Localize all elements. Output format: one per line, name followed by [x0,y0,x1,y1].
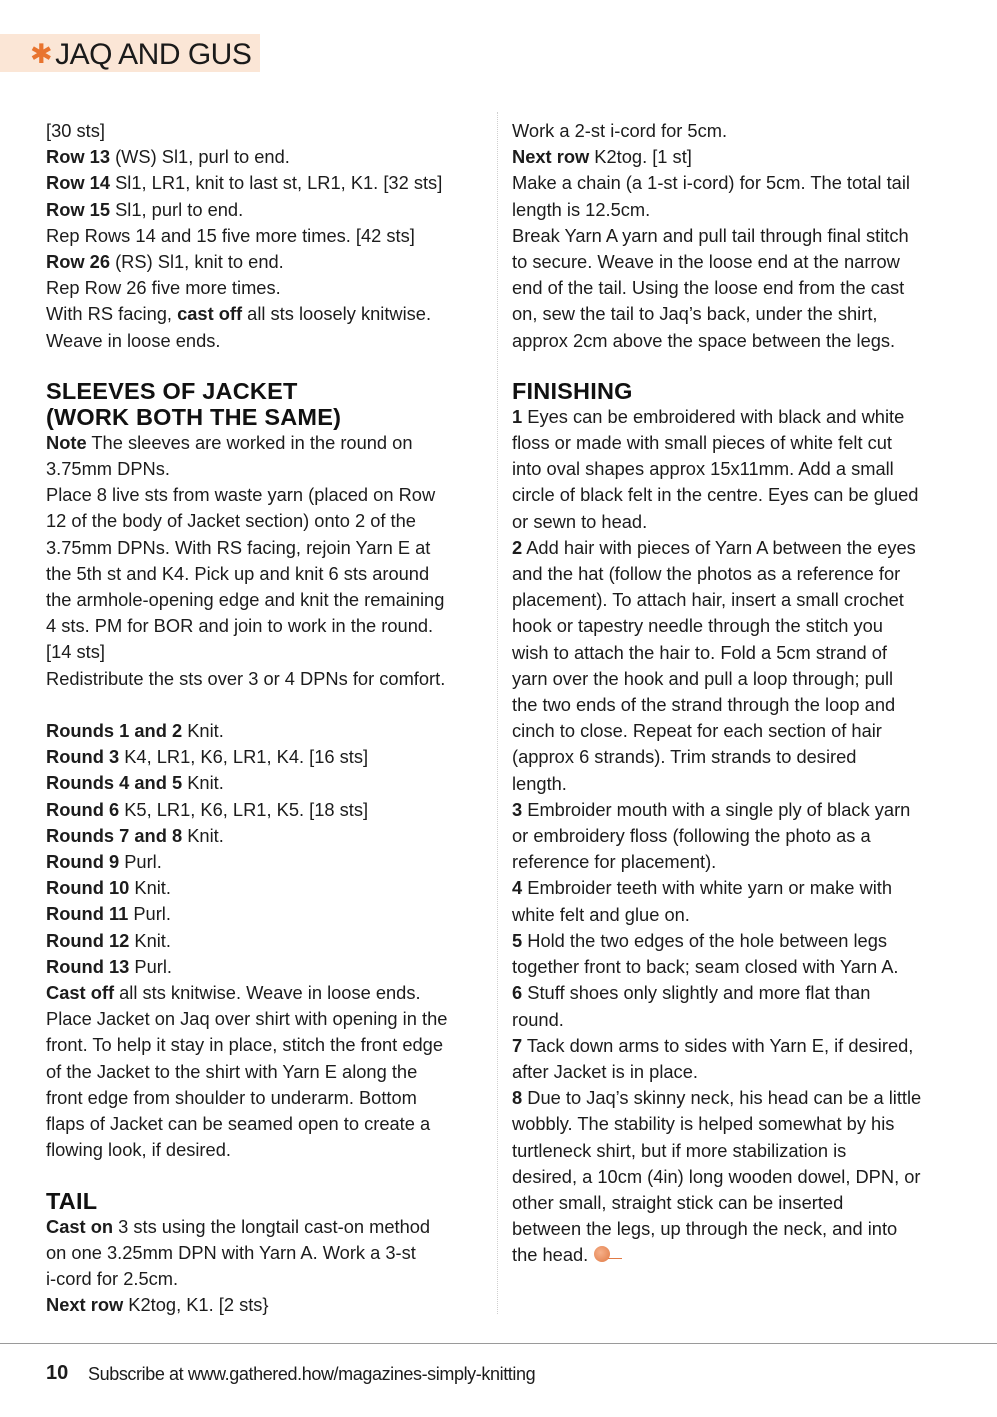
text-line: Next row K2tog, K1. [2 sts} [46,1294,269,1316]
right-column [512,118,962,1269]
text-line: Make a chain (a 1-st i-cord) for 5cm. The total tail [512,172,910,194]
text-line: turtleneck shirt, but if more stabilization is [512,1139,847,1161]
text-line: the armhole-opening edge and knit the remaining [46,589,445,611]
text-line: Row 14 Sl1, LR1, knit to last st, LR1, K1. [32 sts] [46,172,443,194]
text-line: Next row K2tog. [1 st] [512,146,692,168]
text-line: Cast off all sts knitwise. Weave in loose ends. [46,982,421,1004]
text-line: length is 12.5cm. [512,198,651,220]
text-line: With RS facing, cast off all sts loosely knitwise. [46,303,432,325]
footer-rule [0,1343,997,1344]
text-line: Round 10 Knit. [46,877,171,899]
text-line: other small, straight stick can be inserted [512,1191,844,1213]
text-line: between the legs, up through the neck, and into [512,1218,898,1240]
text-line: 7 Tack down arms to sides with Yarn E, if desired, [512,1034,914,1056]
text-line: 8 Due to Jaq’s skinny neck, his head can be a little [512,1087,922,1109]
subscribe-footer: Subscribe at www.gathered.how/magazines-simply-knitting [88,1364,536,1384]
text-line: flowing look, if desired. [46,1139,231,1161]
text-line: round. [512,1008,564,1030]
section-heading-finishing: FINISHING [512,377,633,404]
text-line: on, sew the tail to Jaq’s back, under the shirt, [512,303,878,325]
text-line: Round 9 Purl. [46,851,162,873]
text-line: floss or made with small pieces of white felt cut [512,432,892,454]
text-line: Round 3 K4, LR1, K6, LR1, K4. [16 sts] [46,746,369,768]
text-line: placement). To attach hair, insert a small crochet [512,589,904,611]
text-line: 1 Eyes can be embroidered with black and white [512,405,905,427]
text-line: front edge from shoulder to underarm. Bottom [46,1086,417,1108]
text-line: circle of black felt in the centre. Eyes can be glued [512,484,919,506]
text-line: after Jacket is in place. [512,1060,698,1082]
text-line: 2 Add hair with pieces of Yarn A between the eyes [512,536,916,558]
text-line: 4 Embroider teeth with white yarn or make with [512,877,893,899]
text-line: flaps of Jacket can be seamed open to create a [46,1113,431,1135]
text-line: Round 13 Purl. [46,955,172,977]
text-line: Cast on 3 sts using the longtail cast-on method [46,1215,431,1237]
text-line: [30 sts] [46,120,105,141]
text-line: [14 sts] [46,641,105,663]
text-line: Row 13 (WS) Sl1, purl to end. [46,146,290,168]
text-line: i-cord for 2.5cm. [46,1267,179,1289]
text-line: 4 sts. PM for BOR and join to work in the round. [46,615,434,637]
text-line: 3.75mm DPNs. [46,458,170,480]
text-line: Work a 2-st i-cord for 5cm. [512,120,728,141]
text-line: white felt and glue on. [512,903,690,925]
text-line: Rep Rows 14 and 15 five more times. [42 sts] [46,224,415,246]
text-line: wish to attach the hair to. Fold a 5cm strand of [512,641,887,663]
yarn-ball-icon [594,1246,610,1262]
text-line: (approx 6 strands). Trim strands to desired [512,746,857,768]
flower-icon: ✱ [30,39,53,69]
text-line: 6 Stuff shoes only slightly and more flat than [512,982,871,1004]
header-title: JAQ AND GUS [55,38,252,71]
text-line: Round 12 Knit. [46,929,171,951]
text-line: into oval shapes approx 15x11mm. Add a small [512,458,894,480]
text-line: together front to back; seam closed with Yarn A. [512,956,899,978]
text-line: to secure. Weave in the loose end at the narrow [512,251,900,273]
text-line: reference for placement). [512,851,717,873]
text-line: approx 2cm above the space between the legs. [512,329,896,351]
text-line: yarn over the hook and pull a loop through; pull [512,667,894,689]
text-line: 3 Embroider mouth with a single ply of black yarn [512,798,911,820]
section-header [30,34,251,72]
text-line: of the Jacket to the shirt with Yarn E along the [46,1060,418,1082]
section-heading-tail: TAIL [46,1187,98,1214]
text-line: end of the tail. Using the loose end from the cast [512,277,905,299]
text-line: the 5th st and K4. Pick up and knit 6 sts around [46,562,430,584]
text-line: 5 Hold the two edges of the hole between legs [512,929,888,951]
text-line: Weave in loose ends. [46,329,221,351]
text-line: and the hat (follow the photos as a reference for [512,563,901,585]
text-line: on one 3.25mm DPN with Yarn A. Work a 3-st [46,1241,416,1263]
text-line: Rounds 4 and 5 Knit. [46,772,224,794]
text-line: Break Yarn A yarn and pull tail through final stitch [512,224,909,246]
text-line: cinch to close. Repeat for each section of hair [512,720,882,742]
text-line: the head. [512,1242,962,1268]
text-line: hook or tapestry needle through the stitch you [512,615,883,637]
text-line: front. To help it stay in place, stitch the front edge [46,1034,444,1056]
text-line: length. [512,772,567,794]
section-heading-sleeves-sub: (WORK BOTH THE SAME) [46,403,342,430]
text-line: Rounds 1 and 2 Knit. [46,720,224,742]
text-line: Place Jacket on Jaq over shirt with opening in the [46,1008,448,1030]
text-line: Round 6 K5, LR1, K6, LR1, K5. [18 sts] [46,798,369,820]
text-line: Row 26 (RS) Sl1, knit to end. [46,251,284,273]
text-line: Rounds 7 and 8 Knit. [46,824,224,846]
text-line: 12 of the body of Jacket section) onto 2 of the [46,510,416,532]
text-line: Row 15 Sl1, purl to end. [46,198,244,220]
text-line: Place 8 live sts from waste yarn (placed on Row [46,484,436,506]
text-line: Note The sleeves are worked in the round on [46,431,413,453]
text-line: or sewn to head. [512,510,648,532]
text-line: Round 11 Purl. [46,903,171,925]
text-line: Redistribute the sts over 3 or 4 DPNs for comfort. [46,667,446,689]
text-line: Rep Row 26 five more times. [46,277,281,299]
text-line: the two ends of the strand through the loop and [512,694,896,716]
text-line: wobbly. The stability is helped somewhat by his [512,1113,895,1135]
page-number: 10 [46,1362,69,1384]
column-divider [497,112,498,1314]
text-line: desired, a 10cm (4in) long wooden dowel, DPN, or [512,1165,921,1187]
text-line: 3.75mm DPNs. With RS facing, rejoin Yarn E at [46,536,431,558]
left-column [46,118,494,1318]
section-heading-sleeves: SLEEVES OF JACKET [46,377,298,404]
text-line: or embroidery floss (following the photo as a [512,825,871,847]
